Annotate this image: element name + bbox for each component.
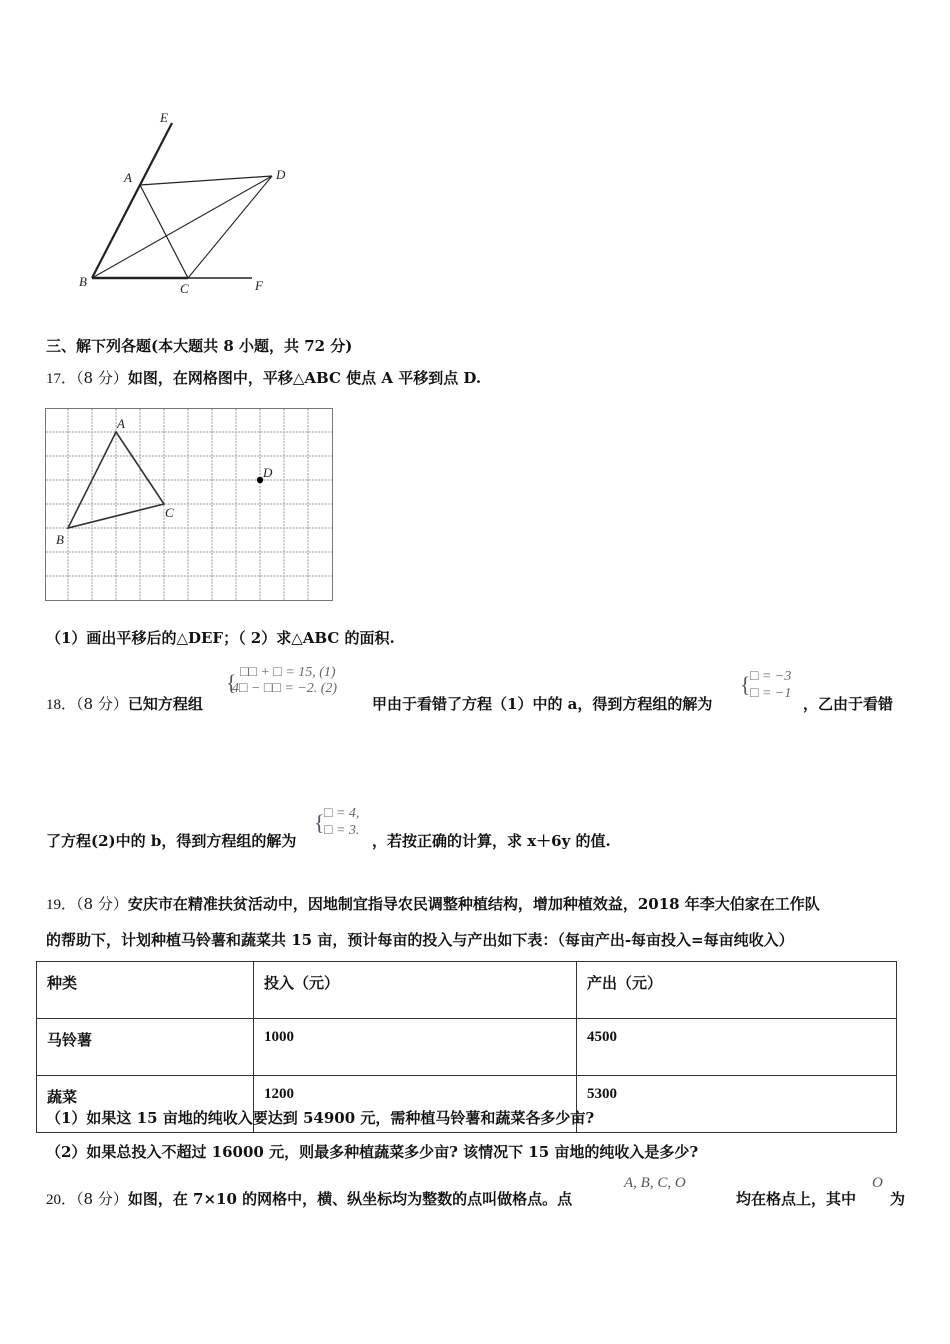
- brace-icon: {: [740, 672, 751, 697]
- table-cell: 马铃薯: [37, 1019, 254, 1076]
- question-20-text-end: 为: [890, 1190, 906, 1208]
- brace-icon: {: [226, 670, 237, 695]
- table-cell: 蔬菜: [37, 1076, 254, 1133]
- label-B: B: [56, 532, 64, 547]
- label-D: D: [263, 465, 273, 480]
- table-header-row: [37, 962, 897, 1019]
- table-cell: 1200: [254, 1076, 577, 1133]
- point-O: O: [872, 1175, 883, 1191]
- question-18-text-mid: 甲由于看错了方程（1）中的 a，得到方程组的解为: [372, 695, 713, 713]
- label-A: A: [124, 170, 132, 185]
- points-list: A, B, C, O: [624, 1175, 686, 1191]
- question-text: 安庆市在精准扶贫活动中，因地制宜指导农民调整种植结构，增加种植效益，2018 年李大伯家在工作队: [127, 895, 820, 913]
- section-heading: 三、解下列各题(本大题共 8 小题，共 72 分): [46, 337, 353, 355]
- label-F: F: [255, 278, 263, 293]
- question-points: （8 分）: [76, 1190, 128, 1208]
- segment-AC: [140, 185, 188, 278]
- label-C: C: [165, 505, 174, 520]
- brace-icon: {: [314, 810, 325, 835]
- question-number: 18．: [46, 697, 77, 713]
- label-A: A: [117, 416, 125, 431]
- solution-1-y: □ = −1: [750, 686, 792, 701]
- question-18-line2: 了方程(2)中的 b，得到方程组的解为: [46, 832, 297, 850]
- question-19-sub2: （2）如果总投入不超过 16000 元，则最多种植蔬菜多少亩? 该情况下 15 亩地的纯收入是多少?: [46, 1143, 699, 1161]
- table-header-cell: 产出（元）: [577, 962, 897, 1019]
- question-points: （8 分）: [76, 695, 128, 713]
- label-E: E: [160, 110, 168, 125]
- question-number: 19．: [46, 897, 77, 913]
- solution-1-x: □ = −3: [750, 669, 792, 684]
- table-header-cell: 投入（元）: [254, 962, 577, 1019]
- geometry-figure-top: [0, 0, 320, 300]
- label-C: C: [180, 281, 189, 296]
- table-header-cell: 种类: [37, 962, 254, 1019]
- table-cell: 5300: [577, 1076, 897, 1133]
- question-text: 如图，在 7×10 的网格中，横、纵坐标均为整数的点叫做格点。点: [127, 1190, 573, 1208]
- question-text: 如图，在网格图中，平移△ABC 使点 A 平移到点 D.: [127, 369, 482, 387]
- solution-2-y: □ = 3.: [324, 823, 360, 838]
- label-D: D: [276, 167, 286, 182]
- question-17: [46, 368, 481, 389]
- segment-AD: [140, 176, 272, 185]
- question-19-line1: [46, 894, 820, 915]
- equation-1: □□ + □ = 15, (1): [240, 665, 336, 680]
- question-20-text-mid: 均在格点上，其中: [736, 1190, 857, 1208]
- question-18-line1: [46, 694, 203, 715]
- question-18-line2-after: ，若按正确的计算，求 x＋6y 的值.: [372, 832, 611, 850]
- question-text: 已知方程组: [127, 695, 203, 713]
- question-19-line2: 的帮助下，计划种植马铃薯和蔬菜共 15 亩，预计每亩的投入与产出如下表：（每亩产出-每亩投入=每亩纯收入）: [46, 931, 794, 949]
- table-row: [37, 1019, 897, 1076]
- segment-CD: [188, 176, 272, 278]
- solution-2-x: □ = 4,: [324, 806, 360, 821]
- label-B: B: [79, 274, 87, 289]
- equation-2: 4□ − □□ = −2. (2): [232, 681, 338, 696]
- question-number: 20．: [46, 1192, 77, 1208]
- table-cell: 4500: [577, 1019, 897, 1076]
- question-number: 17．: [46, 371, 77, 387]
- table-cell: 1000: [254, 1019, 577, 1076]
- question-points: （8 分）: [76, 369, 128, 387]
- question-20-line1: [46, 1189, 572, 1210]
- question-19-sub1: （1）如果这 15 亩地的纯收入要达到 54900 元，需种植马铃薯和蔬菜各多少亩?: [46, 1109, 595, 1127]
- question-18-text-after: ，乙由于看错: [803, 695, 894, 713]
- question-17-subparts: （1）画出平移后的△DEF；（ 2）求△ABC 的面积.: [46, 629, 395, 647]
- question-points: （8 分）: [76, 895, 128, 913]
- grid-figure-q17: [45, 408, 335, 603]
